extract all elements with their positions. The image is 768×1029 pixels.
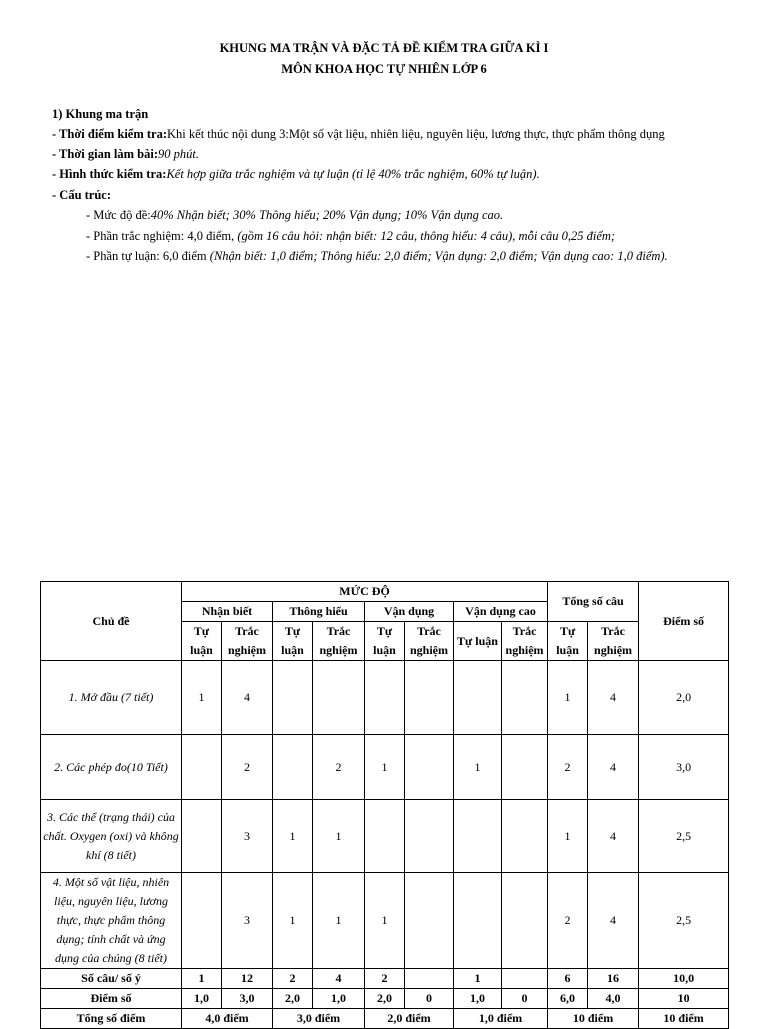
score-header: Điểm số	[639, 582, 729, 661]
level-header: MỨC ĐỘ	[182, 582, 548, 602]
data-cell: 1	[365, 873, 405, 969]
data-cell: 1	[548, 661, 588, 735]
data-cell	[405, 735, 454, 800]
section-heading: 1) Khung ma trận	[52, 107, 149, 121]
data-cell: 6	[548, 969, 588, 989]
time-point-label: - Thời điểm kiểm tra:	[52, 127, 168, 141]
data-cell: 10,0	[639, 969, 729, 989]
data-cell: 16	[588, 969, 639, 989]
data-cell	[502, 800, 548, 873]
topic-header: Chủ đề	[41, 582, 182, 661]
data-cell: 4	[313, 969, 365, 989]
data-cell: 3,0	[222, 989, 273, 1009]
data-cell: 1	[313, 873, 365, 969]
data-cell	[502, 969, 548, 989]
sub-mc: Trắc nghiệm	[588, 622, 639, 661]
data-cell	[405, 800, 454, 873]
mc-line	[86, 229, 615, 244]
data-cell: 1,0	[454, 989, 502, 1009]
data-cell	[502, 661, 548, 735]
level-application: Vận dụng	[365, 602, 454, 622]
data-cell	[502, 735, 548, 800]
data-cell: 1	[273, 800, 313, 873]
score-row	[41, 989, 729, 1009]
essay-value: (Nhận biết: 1,0 điểm; Thông hiểu: 2,0 điểm; Vận dụng: 2,0 điểm; Vận dụng cao: 1,0 điểm).	[209, 249, 668, 263]
data-cell: 2	[273, 969, 313, 989]
table-row	[41, 873, 729, 969]
topic-cell: 3. Các thể (trạng thái) của chất. Oxygen (oxi) và không khí (8 tiết)	[41, 800, 182, 873]
table-row	[41, 735, 729, 800]
time-point-line	[52, 127, 665, 142]
data-cell: 1,0	[313, 989, 365, 1009]
data-cell: 2	[222, 735, 273, 800]
total-questions-header: Tổng số câu	[548, 582, 639, 622]
topic-cell: 1. Mở đầu (7 tiết)	[41, 661, 182, 735]
data-cell	[502, 873, 548, 969]
data-cell: 3	[222, 800, 273, 873]
data-cell	[365, 661, 405, 735]
level-prefix: - Mức độ đề:	[86, 208, 151, 222]
data-cell: 1	[182, 969, 222, 989]
data-cell: 1	[313, 800, 365, 873]
data-cell: 10 điểm	[548, 1009, 639, 1029]
data-cell	[365, 800, 405, 873]
essay-prefix: - Phần tự luận: 6,0 điểm	[86, 249, 210, 263]
data-cell: 4	[588, 873, 639, 969]
essay-line	[86, 249, 668, 264]
count-row-label: Số câu/ số ý	[41, 969, 182, 989]
duration-line	[52, 147, 199, 162]
data-cell: 1,0 điểm	[454, 1009, 548, 1029]
sub-essay: Tự luận	[273, 622, 313, 661]
time-point-value: Khi kết thúc nội dung 3:Một số vật liệu, nhiên liệu, nguyên liệu, lương thực, thực phẩm thông dụng	[167, 127, 665, 141]
data-cell: 12	[222, 969, 273, 989]
data-cell: 4	[588, 800, 639, 873]
data-cell	[454, 800, 502, 873]
data-cell: 2,0 điểm	[365, 1009, 454, 1029]
data-cell	[182, 800, 222, 873]
data-cell: 3	[222, 873, 273, 969]
data-cell: 1	[365, 735, 405, 800]
data-cell: 2	[365, 969, 405, 989]
data-cell	[454, 661, 502, 735]
sub-mc: Trắc nghiệm	[502, 622, 548, 661]
sub-essay: Tự luận	[365, 622, 405, 661]
level-understanding: Thông hiểu	[273, 602, 365, 622]
data-cell: 2,5	[639, 873, 729, 969]
data-cell: 1	[273, 873, 313, 969]
sub-mc: Trắc nghiệm	[222, 622, 273, 661]
data-cell: 2,0	[273, 989, 313, 1009]
data-cell	[405, 969, 454, 989]
sub-essay: Tự luận	[182, 622, 222, 661]
data-cell: 2,0	[365, 989, 405, 1009]
data-cell	[273, 661, 313, 735]
data-cell: 10	[639, 989, 729, 1009]
data-cell	[405, 873, 454, 969]
data-cell	[313, 661, 365, 735]
level-advanced-application: Vận dụng cao	[454, 602, 548, 622]
mc-value: (gồm 16 câu hỏi: nhận biết: 12 câu, thông hiểu: 4 câu), mỗi câu 0,25 điểm;	[237, 229, 616, 243]
data-cell: 1	[548, 800, 588, 873]
count-row	[41, 969, 729, 989]
data-cell: 0	[502, 989, 548, 1009]
score-row-label: Điểm số	[41, 989, 182, 1009]
sub-essay: Tự luận	[548, 622, 588, 661]
data-cell	[273, 735, 313, 800]
data-cell: 2	[548, 873, 588, 969]
total-score-row	[41, 1009, 729, 1029]
duration-value: 90 phút.	[158, 147, 200, 161]
sub-mc: Trắc nghiệm	[313, 622, 365, 661]
data-cell: 6,0	[548, 989, 588, 1009]
data-cell: 2,0	[639, 661, 729, 735]
format-label: - Hình thức kiểm tra:	[52, 167, 167, 181]
data-cell: 3,0 điểm	[273, 1009, 365, 1029]
mc-prefix: - Phần trắc nghiệm: 4,0 điểm,	[86, 229, 238, 243]
format-line	[52, 167, 540, 182]
data-cell: 1	[454, 735, 502, 800]
data-cell: 4	[588, 735, 639, 800]
data-cell: 1,0	[182, 989, 222, 1009]
duration-label: - Thời gian làm bài:	[52, 147, 159, 161]
data-cell	[454, 873, 502, 969]
matrix-table	[40, 581, 729, 1029]
data-cell: 0	[405, 989, 454, 1009]
data-cell: 4,0 điểm	[182, 1009, 273, 1029]
data-cell: 2,5	[639, 800, 729, 873]
total-row-label: Tổng số điểm	[41, 1009, 182, 1029]
data-cell	[182, 873, 222, 969]
data-cell	[182, 735, 222, 800]
data-cell: 1	[454, 969, 502, 989]
level-line	[86, 208, 503, 223]
data-cell: 2	[313, 735, 365, 800]
table-row	[41, 661, 729, 735]
data-cell: 3,0	[639, 735, 729, 800]
topic-cell: 4. Một số vật liệu, nhiên liệu, nguyên liệu, lương thực, thực phẩm thông dụng; tính chất và ứng dụng của chúng (8 tiết)	[41, 873, 182, 969]
sub-mc: Trắc nghiệm	[405, 622, 454, 661]
table-row	[41, 800, 729, 873]
data-cell: 1	[182, 661, 222, 735]
data-cell: 4,0	[588, 989, 639, 1009]
data-cell	[405, 661, 454, 735]
document-subtitle: MÔN KHOA HỌC TỰ NHIÊN LỚP 6	[281, 62, 487, 76]
document-title: KHUNG MA TRẬN VÀ ĐẶC TẢ ĐỀ KIỂM TRA GIỮA KÌ I	[219, 41, 549, 55]
data-cell: 4	[222, 661, 273, 735]
data-cell: 2	[548, 735, 588, 800]
topic-cell: 2. Các phép đo(10 Tiết)	[41, 735, 182, 800]
format-value: Kết hợp giữa trắc nghiệm và tự luận (tỉ lệ 40% trắc nghiệm, 60% tự luận).	[166, 167, 540, 181]
sub-essay: Tự luận	[454, 622, 502, 661]
level-recognition: Nhận biết	[182, 602, 273, 622]
level-value: 40% Nhận biết; 30% Thông hiểu; 20% Vận dụng; 10% Vận dụng cao.	[150, 208, 504, 222]
data-cell: 10 điểm	[639, 1009, 729, 1029]
data-cell: 4	[588, 661, 639, 735]
structure-label: - Cấu trúc:	[52, 188, 112, 202]
